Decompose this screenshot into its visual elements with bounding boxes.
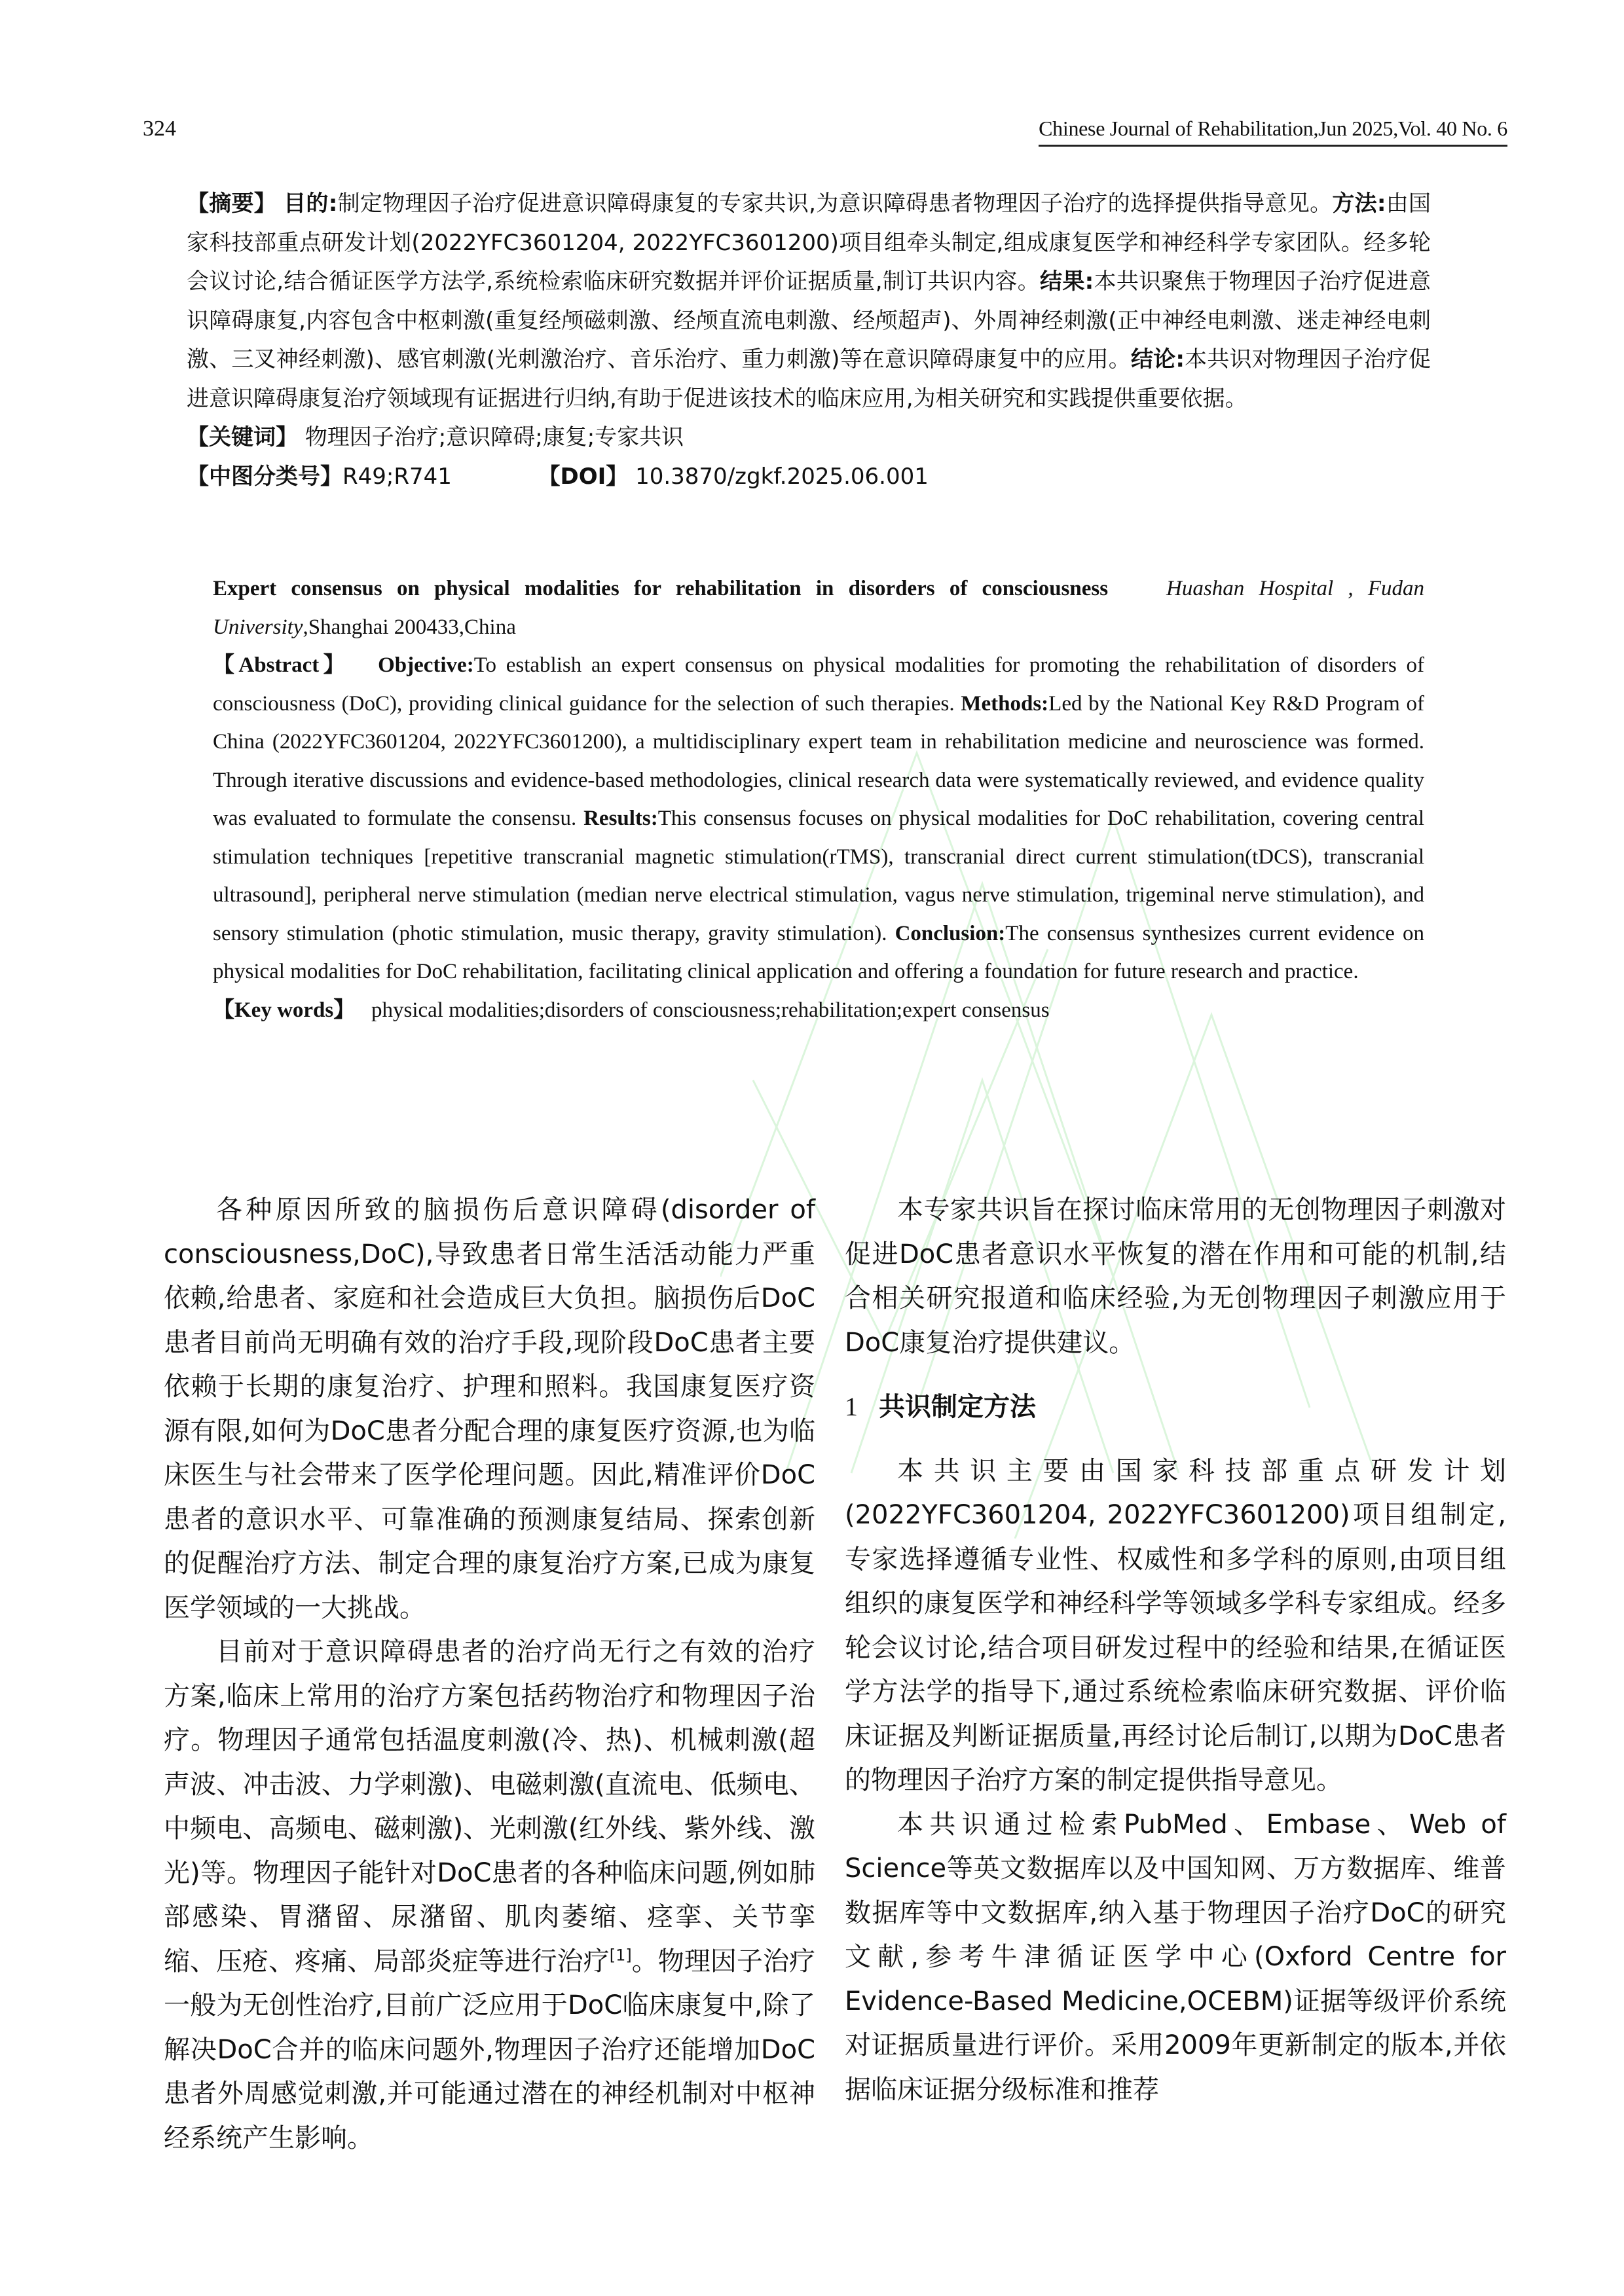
- en-objective-label: Objective:: [378, 653, 474, 677]
- citation-link[interactable]: [1]: [609, 1946, 632, 1965]
- en-conclusion-text: The consensus synthesizes current evidence on physical modalities for DoC rehabilitation, facilitating clinical application and offering a foundation for future research and practice.: [213, 921, 1424, 983]
- en-abstract-body: [213, 646, 1424, 991]
- cn-methods-label: 方法:: [1332, 191, 1386, 217]
- body-text: 目前对于意识障碍患者的治疗尚无行之有效的治疗方案,临床上常用的治疗方案包括药物治疗和物理因子治疗。物理因子通常包括温度刺激(冷、热)、机械刺激(超声波、冲击波、力学刺激)、电磁刺激(直流电、低频电、中频电、高频电、磁刺激)、光刺激(红外线、紫外线、激光)等。物理因子能针对DoC患者的各种临床问题,例如肺部感染、胃潴留、尿潴留、肌肉萎缩、痉挛、关节挛缩、压疮、疼痛、局部炎症等进行治疗: [164, 1637, 815, 1977]
- body-column-left: [164, 1188, 815, 2160]
- cn-objective-label: 目的:: [284, 191, 338, 217]
- cn-objective-text: 制定物理因子治疗促进意识障碍康复的专家共识,为意识障碍患者物理因子治疗的选择提供指导意见。: [337, 191, 1333, 217]
- en-keywords-label: 【Key words】: [213, 998, 356, 1022]
- en-abstract-label: 【Abstract】: [213, 653, 350, 677]
- en-methods-label: Methods:: [961, 691, 1049, 716]
- cn-keywords-text: 物理因子治疗;意识障碍;康复;专家共识: [304, 424, 684, 450]
- clc-value: R49;R741: [342, 463, 452, 490]
- clc-label: 【中图分类号】: [187, 463, 342, 490]
- cn-results-text: 本共识聚焦于物理因子治疗促进意识障碍康复,内容包含中枢刺激(重复经颅磁刺激、经颅直流电刺激、经颅超声)、外周神经刺激(正中神经电刺激、迷走神经电刺激、三叉神经刺激)、感官刺激(光刺激治疗、音乐治疗、重力刺激)等在意识障碍康复中的应用。: [187, 268, 1431, 373]
- section-heading: [845, 1385, 1506, 1430]
- cn-conclusion-text: 本共识对物理因子治疗促进意识障碍康复治疗领域现有证据进行归纳,有助于促进该技术的临床应用,为相关研究和实践提供重要依据。: [187, 346, 1431, 412]
- cn-conclusion-label: 结论:: [1130, 346, 1185, 373]
- en-affiliation-rest: ,Shanghai 200433,China: [303, 615, 516, 639]
- cn-results-label: 结果:: [1040, 268, 1094, 295]
- english-abstract: [213, 570, 1424, 1029]
- en-affiliation-italic: Huashan Hospital , Fudan University: [213, 577, 1424, 639]
- body-text: 。物理因子治疗一般为无创性治疗,目前广泛应用于DoC临床康复中,除了解决DoC合并的临床问题外,物理因子治疗还能增加DoC患者外周感觉刺激,并可能通过潜在的神经机制对中枢神经系统产生影响。: [164, 1946, 816, 2153]
- body-column-right: [845, 1188, 1506, 2112]
- doi-label: 【DOI】: [538, 463, 629, 490]
- cn-methods-text: 由国家科技部重点研发计划(2022YFC3601204, 2022YFC3601200)项目组牵头制定,组成康复医学和神经科学专家团队。经多轮会议讨论,结合循证医学方法学,系统检索临床研究数据并评价证据质量,制订共识内容。: [187, 191, 1431, 295]
- cn-abstract-body: [187, 185, 1431, 418]
- en-results-text: This consensus focuses on physical modalities for DoC rehabilitation, covering central stimulation techniques [repetitive transcranial magnetic stimulation(rTMS), transcranial direct current stimulation(tDCS), transcranial ultrasound], peripheral nerve stimulation (median nerve electrical stimulation, vagus nerve stimulation, trigeminal nerve stimulation), and sensory stimulation (photic stimulation, music therapy, gravity stimulation).: [213, 807, 1424, 945]
- cn-abstract-label: 【摘要】: [187, 191, 277, 217]
- journal-running-header: Chinese Journal of Rehabilitation,Jun 2025,Vol. 40 No. 6: [1039, 117, 1507, 147]
- section-title: 共识制定方法: [879, 1392, 1036, 1422]
- en-objective-text: To establish an expert consensus on physical modalities for promoting the rehabilitation of disorders of consciousness (DoC), providing clinical guidance for the selection of such therapies.: [213, 653, 1424, 716]
- body-paragraph: 本共识通过检索PubMed、Embase、Web of Science等英文数据库以及中国知网、万方数据库、维普数据库等中文数据库,纳入基于物理因子治疗DoC的研究文献,参考牛津循证医学中心(Oxford Centre for Evidence-Based Medicine,OCEBM)证据等级评价系统对证据质量进行评价。采用2009年更新制定的版本,并依据临床证据分级标准和推荐: [845, 1809, 1506, 2105]
- body-paragraph: 本专家共识旨在探讨临床常用的无创物理因子刺激对促进DoC患者意识水平恢复的潜在作用和可能的机制,结合相关研究报道和临床经验,为无创物理因子刺激应用于DoC康复治疗提供建议。: [845, 1195, 1506, 1358]
- cn-keywords-label: 【关键词】: [187, 424, 298, 450]
- chinese-abstract: [187, 185, 1431, 496]
- en-title-line: [213, 570, 1424, 646]
- section-number: 1: [845, 1392, 858, 1421]
- body-paragraph: 各种原因所致的脑损伤后意识障碍(disorder of consciousness,DoC),导致患者日常生活活动能力严重依赖,给患者、家庭和社会造成巨大负担。脑损伤后DoC患者目前尚无明确有效的治疗手段,现阶段DoC患者主要依赖于长期的康复治疗、护理和照料。我国康复医疗资源有限,如何为DoC患者分配合理的康复医疗资源,也为临床医生与社会带来了医学伦理问题。因此,精准评价DoC患者的意识水平、可靠准确的预测康复结局、探索创新的促醒治疗方法、制定合理的康复治疗方案,已成为康复医学领域的一大挑战。: [164, 1195, 815, 1623]
- en-title: Expert consensus on physical modalities for rehabilitation in disorders of consciousness: [213, 577, 1109, 600]
- cn-keywords: [187, 418, 1431, 458]
- en-methods-text: Led by the National Key R&D Program of China (2022YFC3601204, 2022YFC3601200), a multidisciplinary expert team in rehabilitation medicine and neuroscience was formed. Through iterative discussions and evidence-based methodologies, clinical research data were systematically reviewed, and evidence quality was evaluated to formulate the consensu.: [213, 691, 1424, 830]
- body-paragraph: [164, 1630, 815, 2160]
- page-number: 324: [143, 117, 176, 141]
- doi-value: 10.3870/zgkf.2025.06.001: [635, 463, 929, 490]
- body-paragraph: 本共识主要由国家科技部重点研发计划(2022YFC3601204, 2022YFC3601200)项目组制定,专家选择遵循专业性、权威性和多学科的原则,由项目组组织的康复医学和神经科学等领域多学科专家组成。经多轮会议讨论,结合项目研发过程中的经验和结果,在循证医学方法学的指导下,通过系统检索临床研究数据、评价临床证据及判断证据质量,再经讨论后制订,以期为DoC患者的物理因子治疗方案的制定提供指导意见。: [845, 1455, 1506, 1795]
- cn-classification-doi: [187, 458, 1431, 497]
- en-results-label: Results:: [583, 807, 658, 830]
- en-keywords: [213, 991, 1424, 1030]
- en-keywords-text: physical modalities;disorders of consciousness;rehabilitation;expert consensus: [371, 998, 1050, 1022]
- en-conclusion-label: Conclusion:: [895, 921, 1006, 945]
